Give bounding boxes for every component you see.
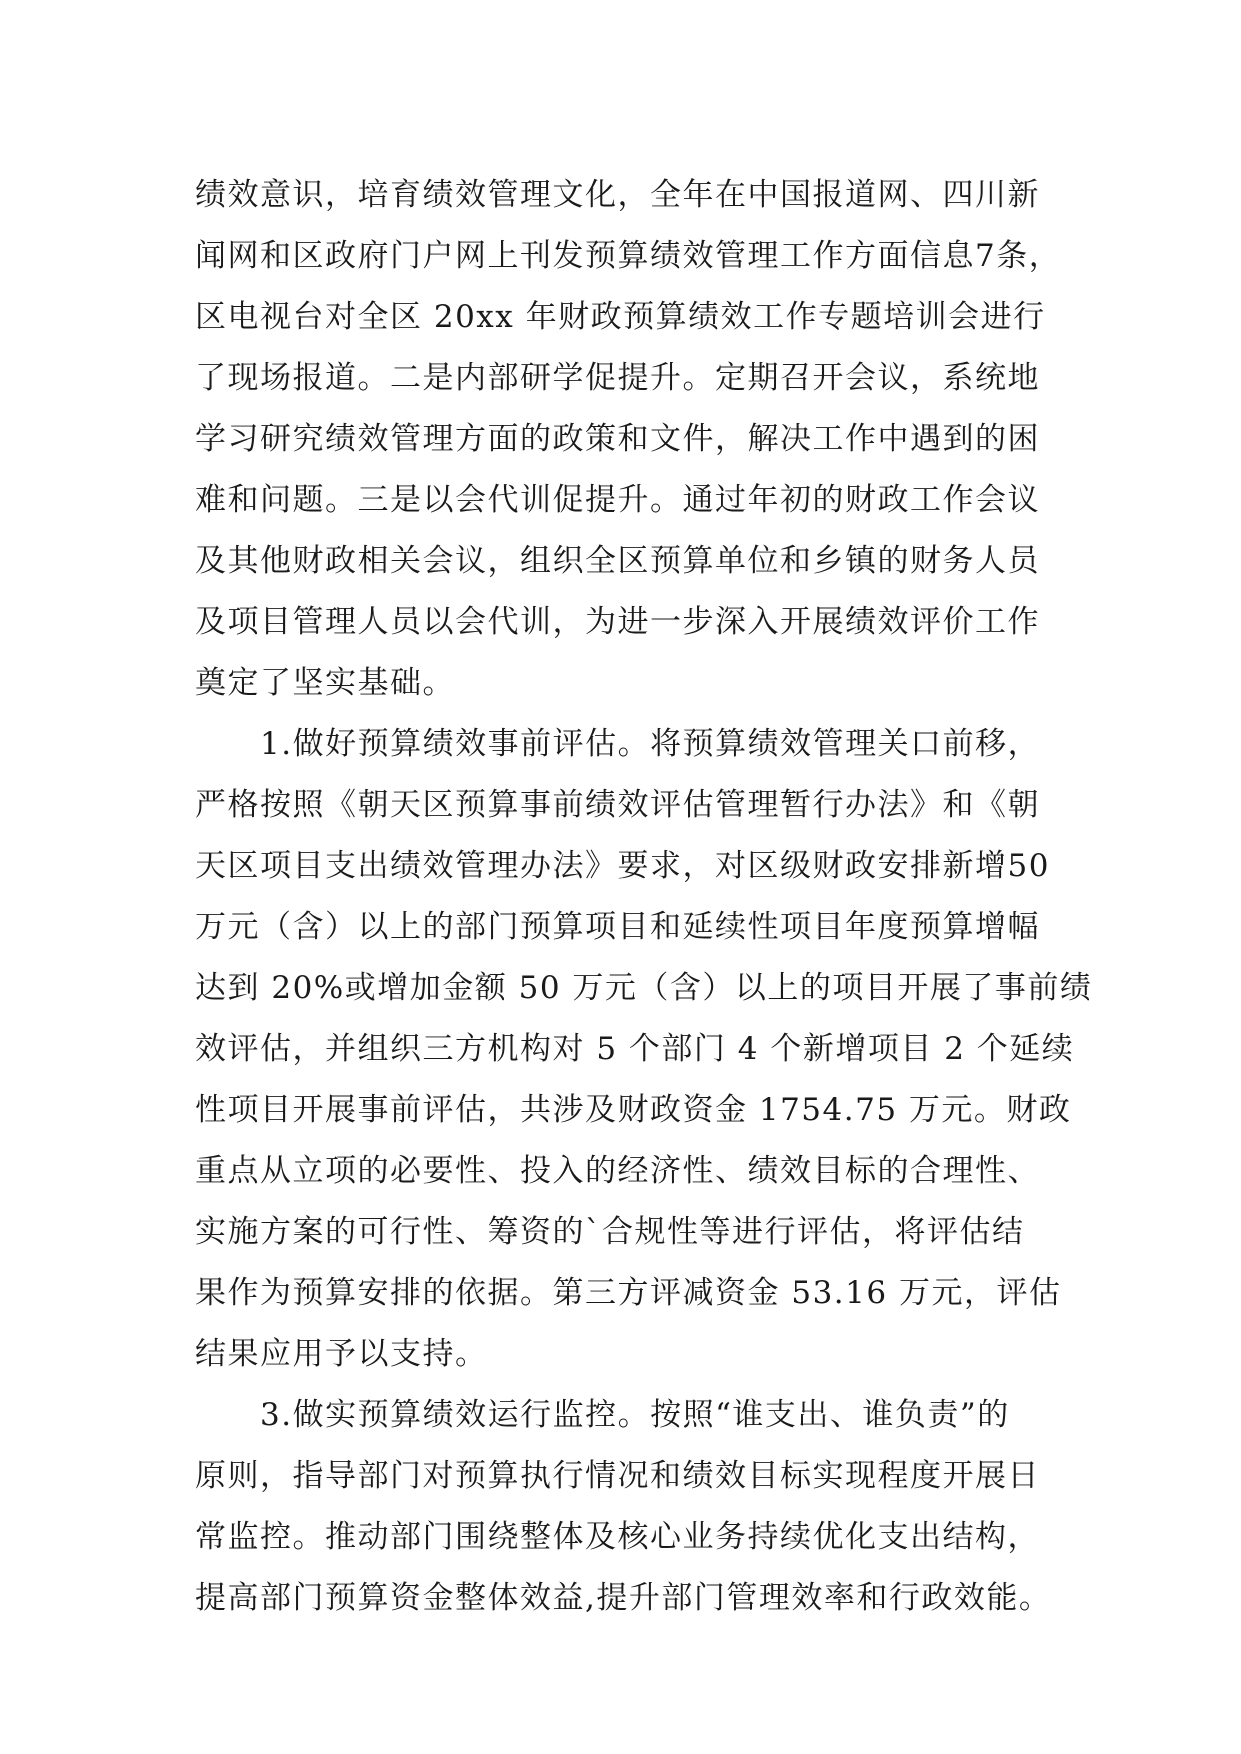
text-line: 果作为预算安排的依据。第三方评减资金 53.16 万元，评估 — [195, 1275, 1062, 1311]
text-line: 闻网和区政府门户网上刊发预算绩效管理工作方面信息7条， — [195, 238, 1062, 274]
text-line: 重点从立项的必要性、投入的经济性、绩效目标的合理性、 — [195, 1153, 1040, 1189]
body-text — [195, 165, 1095, 1629]
text-line: 达到 20%或增加金额 50 万元（含）以上的项目开展了事前绩 — [195, 970, 1093, 1006]
text-line: 绩效意识，培育绩效管理文化，全年在中国报道网、四川新 — [195, 177, 1040, 213]
text-line: 区电视台对全区 20xx 年财政预算绩效工作专题培训会进行 — [195, 299, 1046, 335]
text-line: 实施方案的可行性、筹资的`合规性等进行评估，将评估结 — [195, 1214, 1025, 1250]
text-line: 结果应用予以支持。 — [195, 1336, 488, 1372]
text-line: 奠定了坚实基础。 — [195, 665, 455, 701]
text-line: 难和问题。三是以会代训促提升。通过年初的财政工作会议 — [195, 482, 1040, 518]
text-line: 效评估，并组织三方机构对 5 个部门 4 个新增项目 2 个延续 — [195, 1031, 1075, 1067]
text-line: 原则，指导部门对预算执行情况和绩效目标实现程度开展日 — [195, 1458, 1040, 1494]
text-line: 3.做实预算绩效运行监控。按照“谁支出、谁负责”的 — [195, 1397, 1010, 1433]
text-line: 常监控。推动部门围绕整体及核心业务持续优化支出结构， — [195, 1519, 1040, 1555]
text-line: 1.做好预算绩效事前评估。将预算绩效管理关口前移， — [195, 726, 1041, 762]
text-line: 提高部门预算资金整体效益,提升部门管理效率和行政效能。 — [195, 1580, 1052, 1616]
text-line: 天区项目支出绩效管理办法》要求，对区级财政安排新增50 — [195, 848, 1050, 884]
text-line: 了现场报道。二是内部研学促提升。定期召开会议，系统地 — [195, 360, 1040, 396]
text-line: 性项目开展事前评估，共涉及财政资金 1754.75 万元。财政 — [195, 1092, 1072, 1128]
text-line: 严格按照《朝天区预算事前绩效评估管理暂行办法》和《朝 — [195, 787, 1040, 823]
text-line: 及项目管理人员以会代训，为进一步深入开展绩效评价工作 — [195, 604, 1040, 640]
text-line: 万元（含）以上的部门预算项目和延续性项目年度预算增幅 — [195, 909, 1040, 945]
text-line: 学习研究绩效管理方面的政策和文件，解决工作中遇到的困 — [195, 421, 1040, 457]
text-line: 及其他财政相关会议，组织全区预算单位和乡镇的财务人员 — [195, 543, 1040, 579]
